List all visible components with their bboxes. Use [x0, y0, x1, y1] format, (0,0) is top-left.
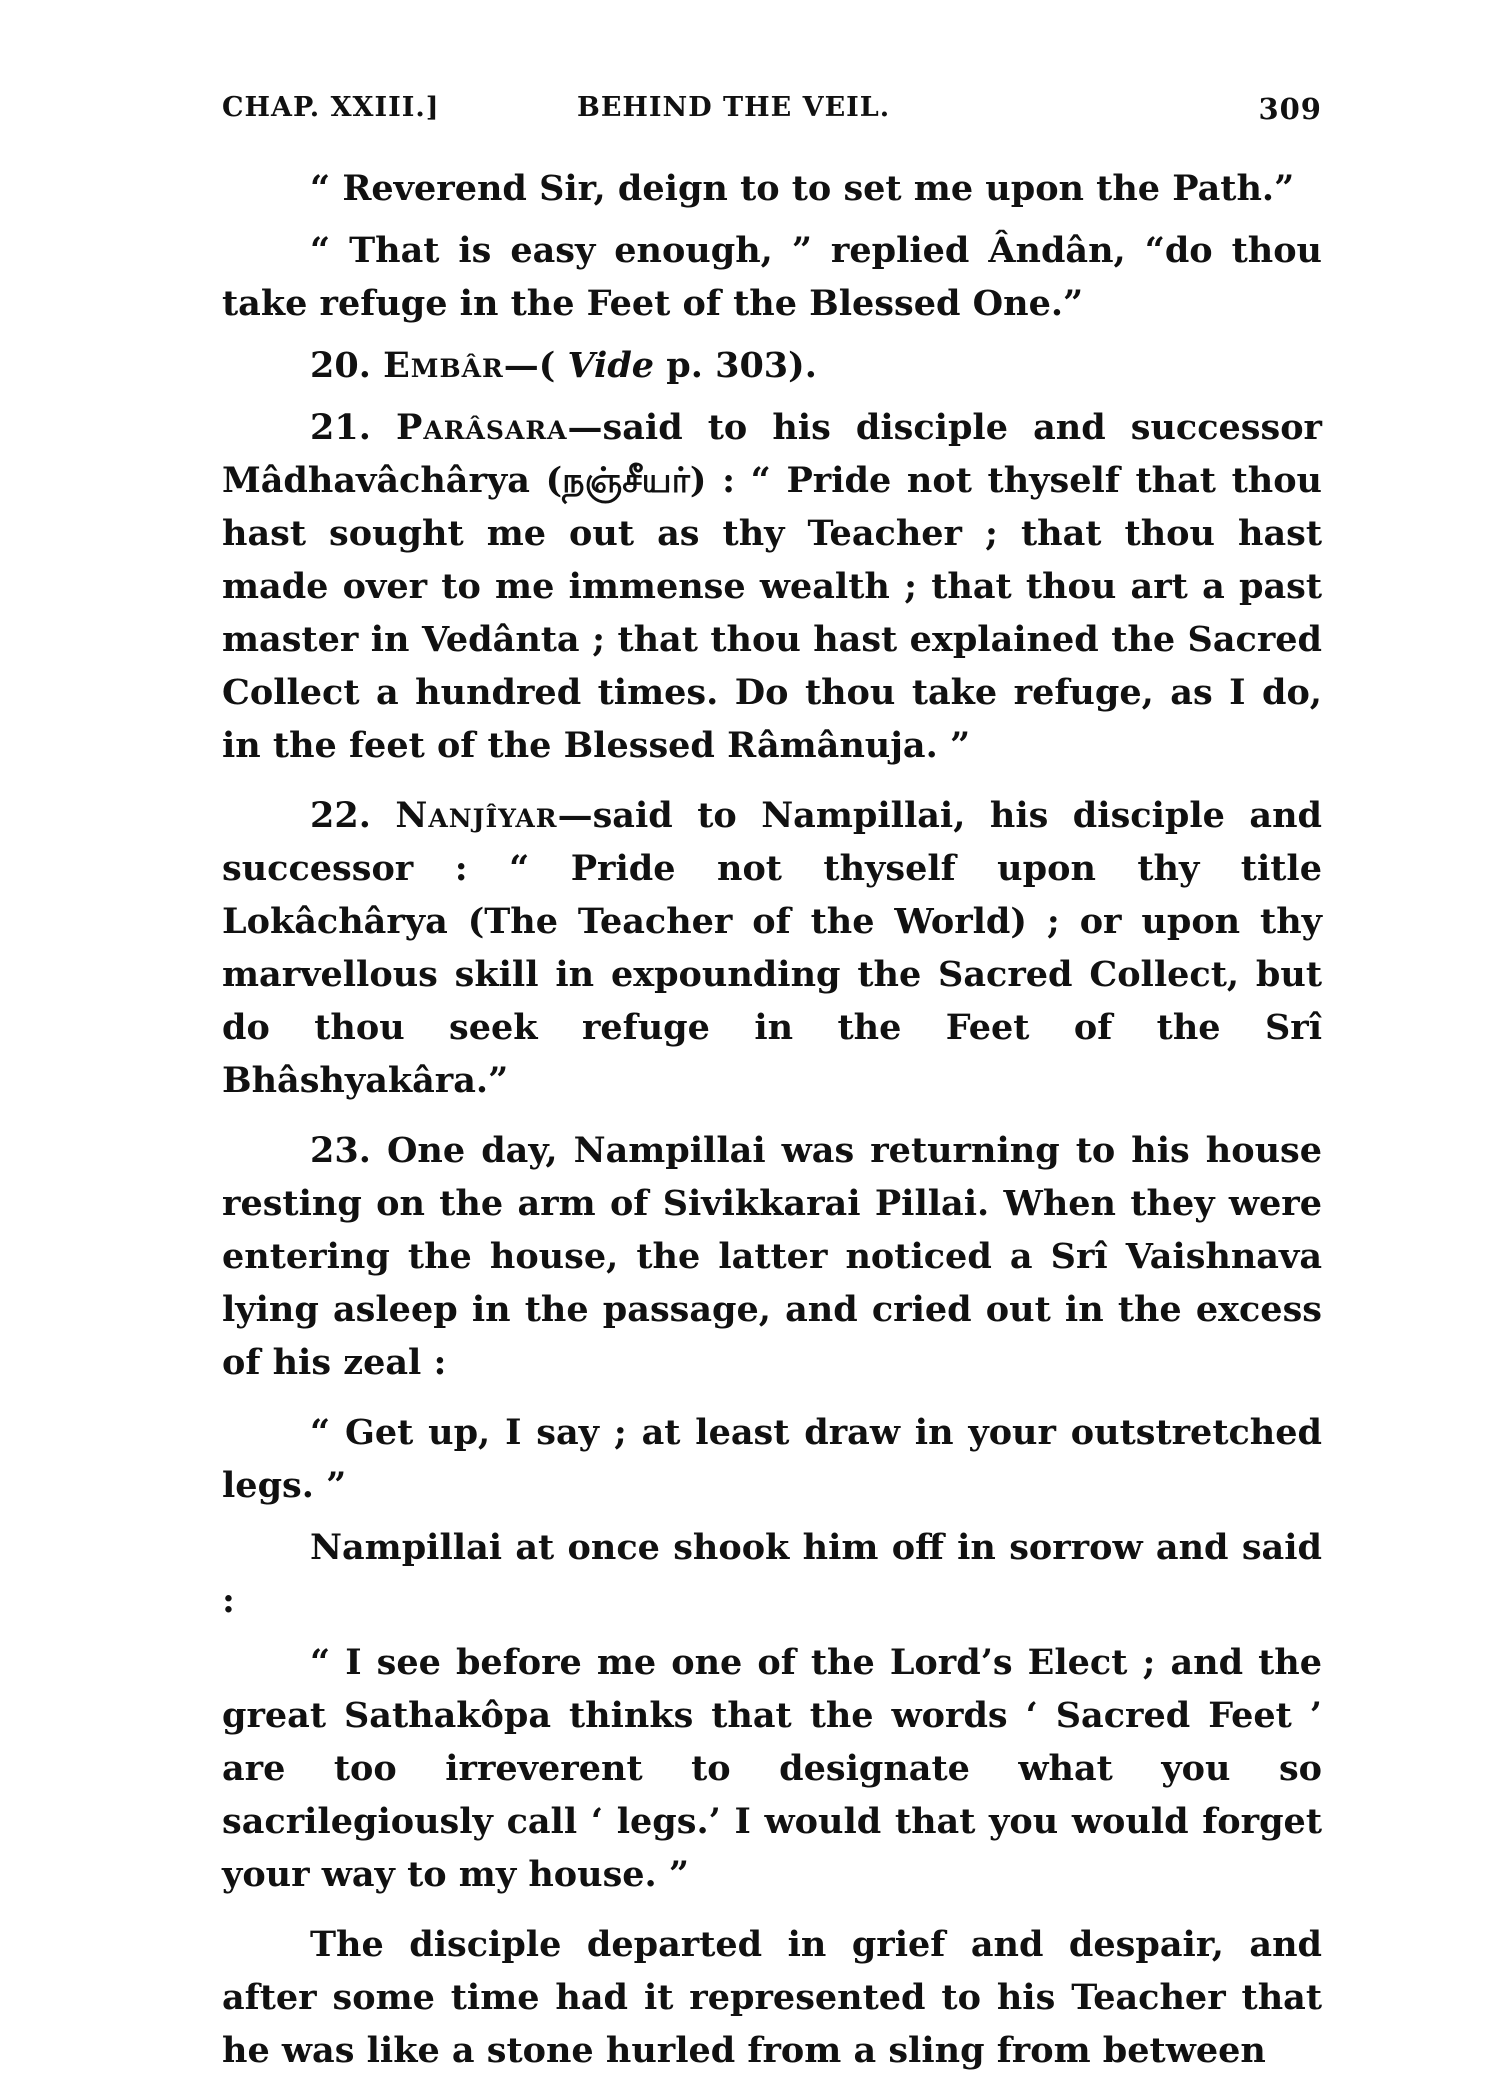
page-number: 309 [1258, 92, 1322, 126]
item-name: Embâr [383, 345, 504, 386]
paragraph-get-up: “ Get up, I say ; at least draw in your outstretched legs. ” [222, 1412, 1322, 1506]
item-text: —said to Nampillai, his disciple and successor : “ Pride not thyself upon thy title Lokâchârya (The Teacher of the World) ; or upon thy marvellous skill in expounding the Sacred Collect, but do thou seek refuge in the Feet of the Srî Bhâshyakâra.” [222, 795, 1322, 1101]
book-page [222, 0, 1322, 2071]
item-number: 22. [310, 795, 371, 836]
paragraph-shook-off: Nampillai at once shook him off in sorrow and said : [222, 1527, 1322, 1621]
paragraph-parasara [222, 401, 1322, 772]
item-name: Parâsara [396, 407, 568, 448]
body-text [222, 162, 1322, 2086]
item-name: Nanjîyar [395, 795, 558, 836]
item-number: 21. [310, 407, 371, 448]
item-text: p. 303). [654, 345, 817, 386]
running-title: BEHIND THE VEIL. [577, 92, 891, 123]
paragraph-nampillai-story: 23. One day, Nampillai was returning to his house resting on the arm of Sivikkarai Pillai. When they were entering the house, the latter noticed a Srî Vaishnava lying asleep in the passage, and cried out in the excess of his zeal : [222, 1130, 1322, 1383]
item-text: —said to his disciple and successor Mâdhavâchârya (நஞ்சீயர்) : “ Pride not thyself that thou hast sought me out as thy Teacher ; that thou hast made over to me immense wealth ; that thou art a past master in Vedânta ; that thou hast explained the Sacred Collect a hundred times. Do thou take refuge, as I do, in the feet of the Blessed Râmânuja. ” [222, 407, 1322, 766]
item-text: —( [503, 345, 568, 386]
paragraph-andan-reply: “ That is easy enough, ” replied Ândân, “do thou take refuge in the Feet of the Blessed One.” [222, 230, 1322, 324]
paragraph-lords-elect: “ I see before me one of the Lord’s Elect ; and the great Sathakôpa thinks that the words ‘ Sacred Feet ’ are too irreverent to designate what you so sacrilegiously call ‘ legs.’ I would that you would forget your way to my house. ” [222, 1642, 1322, 1895]
chapter-label: CHAP. XXIII.] [222, 92, 440, 123]
item-number: 20. [310, 345, 371, 386]
paragraph-reverend: “ Reverend Sir, deign to to set me upon the Path.” [310, 168, 1295, 209]
paragraph-disciple-departed: The disciple departed in grief and despair, and after some time had it represented to his Teacher that he was like a stone hurled from a sling from between [222, 1924, 1322, 2071]
paragraph-nanjiyar [222, 789, 1322, 1107]
paragraph-embar [222, 339, 1322, 392]
vide-word: Vide [567, 345, 655, 386]
running-head [222, 92, 1322, 132]
